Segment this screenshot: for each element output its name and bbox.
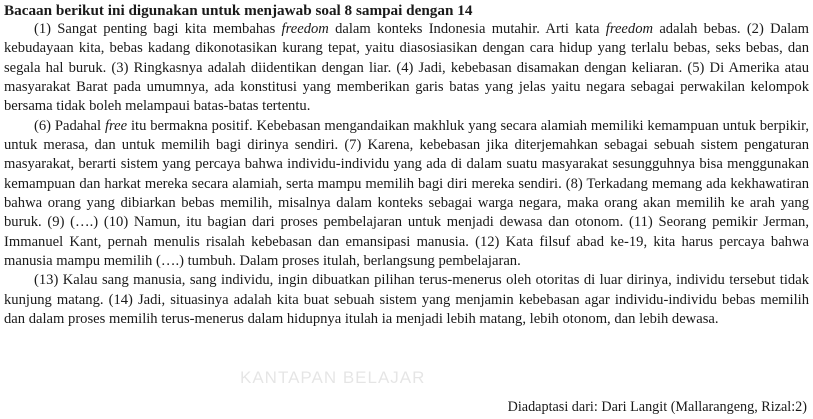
paragraph-1-text-c: adalah bebas. (2) Dalam kebudayaan kita, bebas kadang dikonotasikan kurang tepat, yaitu diasosiasikan dengan cara hidup yang terlalu bebas, seks bebas, dan segala hal buruk. (3) Ringkasnya adalah diidentikan dengan liar. (4) Jadi, kebebasan disamakan dengan keliaran. (5) Di Amerika atau masyarakat Barat pada umumnya, ada konstitusi yang memberikan garis batas yang jelas yaitu negara sebagai perwakilan kelompok bersama tidak boleh melampaui batas-batas tertentu. bbox=[4, 21, 809, 115]
paragraph-2-term-free: free bbox=[104, 117, 128, 134]
paragraph-1-text-a: (1) Sangat penting bagi kita membahas bbox=[34, 21, 282, 37]
source-citation: Diadaptasi dari: Dari Langit (Mallarangeng, Rizal:2) bbox=[507, 399, 807, 415]
paragraph-3: (13) Kalau sang manusia, sang individu, ingin dibuatkan pilihan terus-menerus oleh otoritas di luar dirinya, individu tersebut tidak kunjung matang. (14) Jadi, situasinya adalah kita buat sebuah sistem yang menjamin kebebasan agar individu-individu bebas memilih dan dalam proses memilih terus-menerus dalam hidupnya itulah ia menjadi lebih matang, lebih otonom, dan lebih dewasa. bbox=[4, 272, 809, 328]
paragraph-2-text-a: (6) Padahal bbox=[34, 117, 105, 134]
paragraph-1-term-freedom-2: freedom bbox=[605, 21, 654, 37]
watermark-text: KANTAPAN BELAJAR bbox=[240, 368, 426, 387]
paragraph-1 bbox=[4, 20, 809, 117]
reading-passage bbox=[4, 1, 809, 330]
passage-heading: Bacaan berikut ini digunakan untuk menjawab soal 8 sampai dengan 14 bbox=[4, 2, 473, 19]
paragraph-2 bbox=[4, 117, 809, 272]
paragraph-1-text-b: dalam konteks Indonesia mutahir. Arti kata bbox=[328, 21, 606, 37]
paragraph-2-text-b: itu bermakna positif. Kebebasan mengandaikan makhluk yang secara alamiah memiliki kemampuan untuk berpikir, untuk merasa, dan untuk memilih bagi dirinya sendiri. (7) Karena, kebebasan jika diterjemahkan sebagai sebuah sistem pengaturan masyarakat, berarti sistem yang percaya bahwa individu-individu yang ada di dalam suatu masyarakat sesungguhnya bisa menggunakan kemampuan dan harkat mereka secara alamiah, serta mampu memilih bagi diri mereka sendiri. (8) Terkadang memang ada kekhawatiran bahwa orang yang dibiarkan bebas memilih, misalnya dalam konteks sebagai warga negara, maka orang akan memilih ke arah yang buruk. (9) (….) (10) Namun, itu bagian dari proses pembelajaran untuk menjadi dewasa dan otonom. (11) Seorang pemikir Jerman, Immanuel Kant, pernah menulis risalah kebebasan dan emansipasi manusia. (12) Kata filsuf abad ke-19, kita harus percaya bahwa manusia mampu memilih (….) tumbuh. Dalam proses itulah, berlangsung pembelajaran. bbox=[4, 117, 809, 270]
paragraph-1-term-freedom-1: freedom bbox=[281, 21, 329, 37]
